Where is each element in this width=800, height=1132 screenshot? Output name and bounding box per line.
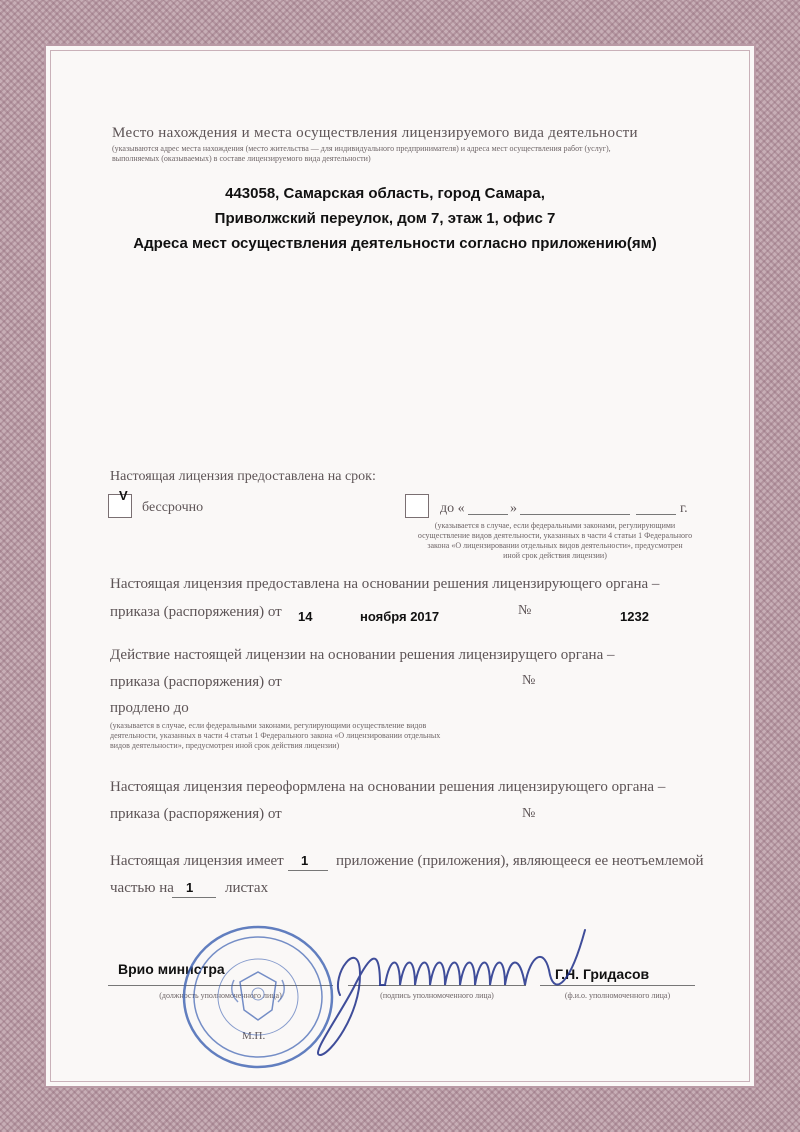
basis-line-2: приказа (распоряжения) от (110, 604, 282, 620)
appendix-sheets: 1 (186, 880, 194, 895)
extension-note-3: видов деятельности», предусмотрен иной срок действия лицензии) (110, 741, 340, 750)
location-heading: Место нахождения и места осуществления лицензируемого вида деятельности (112, 125, 638, 141)
term-note-2: осуществление видов деятельности, указанных в части 4 статьи 1 Федерального (417, 531, 693, 540)
appendix-text-after: приложение (приложения), являющееся ее неотъемлемой (336, 853, 704, 869)
address-line-2: Приволжский переулок, дом 7, этаж 1, офис 7 (214, 210, 556, 227)
signature-caption: (подпись уполномоченного лица) (380, 991, 494, 1000)
extended-until-label: продлено до (110, 700, 189, 716)
until-close-quote: » (510, 501, 517, 516)
address-line-1: 443058, Самарская область, город Самара, (225, 185, 545, 202)
reissue-line-2: приказа (распоряжения) от (110, 806, 282, 822)
location-hint-2: выполняемых (оказываемых) в составе лицензируемого вида деятельности) (112, 154, 371, 163)
basis-day: 14 (298, 609, 313, 624)
until-year-line (636, 514, 676, 515)
until-day-line (468, 514, 508, 515)
appendix-count: 1 (301, 853, 309, 868)
until-checkbox (405, 494, 429, 518)
handwritten-signature-icon (300, 915, 600, 1065)
until-label: до « (440, 501, 465, 516)
reissue-number-sign: № (522, 806, 536, 821)
term-note-1: (указывается в случае, если федеральными законами, регулирующими (434, 521, 676, 530)
appendix-line2-after: листах (225, 880, 269, 896)
extension-note-1: (указывается в случае, если федеральными законами, регулирующими осуществление видов (110, 721, 427, 730)
address-line-3: Адреса мест осуществления деятельности согласно приложению(ям) (133, 235, 657, 252)
term-note-3: закона «О лицензировании отдельных видов деятельности», предусмотрен (427, 541, 683, 550)
appendix-text-before: Настоящая лицензия имеет (110, 853, 284, 869)
term-note-4: иной срок действия лицензии) (503, 551, 607, 560)
extension-number-sign: № (522, 673, 536, 688)
location-hint-1: (указываются адрес места нахождения (место жительства — для индивидуального предпринимателя) и адреса мест осуществления работ (услуг), (112, 144, 611, 153)
signatory-name: Г.Н. Гридасов (555, 966, 650, 982)
name-caption: (ф.и.о. уполномоченного лица) (564, 991, 671, 1000)
extension-line-2: приказа (распоряжения) от (110, 674, 282, 690)
check-mark: V (119, 488, 128, 503)
basis-number: 1232 (620, 609, 649, 624)
indefinite-label: бессрочно (142, 500, 204, 515)
appendix-line2-before: частью на (110, 880, 174, 896)
basis-number-sign: № (518, 603, 532, 618)
term-heading: Настоящая лицензия предоставлена на срок: (110, 469, 376, 484)
extension-line-1: Действие настоящей лицензии на основании решения лицензирущего органа – (110, 647, 615, 663)
basis-line-1: Настоящая лицензия предоставлена на основании решения лицензирующего органа – (110, 576, 660, 592)
reissue-line-1: Настоящая лицензия переоформлена на основании решения лицензирующего органа – (110, 779, 666, 795)
extension-note-2: деятельности, указанных в части 4 статьи 1 Федерального закона «О лицензировании отдельных (110, 731, 441, 740)
appendix-sheets-line (172, 897, 216, 898)
year-suffix: г. (680, 501, 688, 516)
basis-month-year: ноября 2017 (360, 609, 440, 624)
appendix-count-line (288, 870, 328, 871)
until-month-line (520, 514, 630, 515)
position-caption: (должность уполномоченного лица) (159, 991, 282, 1000)
stamp-place: М.П. (242, 1030, 266, 1042)
signatory-position: Врио министра (118, 961, 225, 977)
